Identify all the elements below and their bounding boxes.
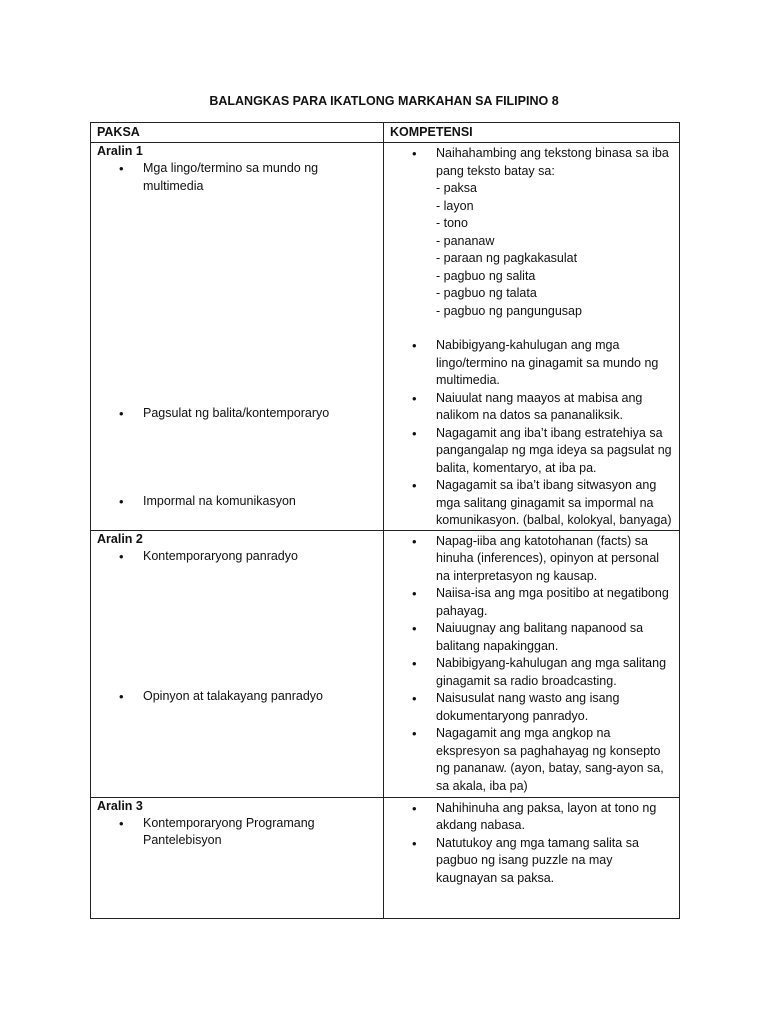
comparison-criteria-list xyxy=(384,180,679,320)
kompetensi-cell-aralin-3 xyxy=(384,797,680,918)
competency-item: • Naiuulat nang maayos at mabisa ang nalikom na datos sa pananaliksik. xyxy=(384,390,679,425)
competency-item: • Nagagamit ang mga angkop na ekspresyon sa paghahayag ng konsepto ng pananaw. (ayon, batay, sang-ayon sa, sa akala, iba pa) xyxy=(384,725,679,795)
competency-item: • Naiuugnay ang balitang napanood sa balitang napakinggan. xyxy=(384,620,679,655)
aralin-label: Aralin 3 xyxy=(97,798,143,813)
criteria-item: - pagbuo ng salita xyxy=(436,268,536,283)
criteria-item: - pagbuo ng pangungusap xyxy=(436,303,582,318)
table-row-aralin-2 xyxy=(91,530,680,797)
criteria-item: - pagbuo ng talata xyxy=(436,286,537,300)
criteria-item: - paksa xyxy=(436,181,477,195)
aralin-label: Aralin 1 xyxy=(97,144,143,158)
document-title: BALANGKAS PARA IKATLONG MARKAHAN SA FILIPINO 8 xyxy=(209,94,559,108)
criteria-item: - pananaw xyxy=(436,233,495,248)
outline-table xyxy=(90,122,680,919)
topic-item: • Mga lingo/termino sa mundo ng multimedia xyxy=(91,160,383,195)
competency-item: • Nabibigyang-kahulugan ang mga lingo/termino na ginagamit sa mundo ng multimedia. xyxy=(384,337,679,390)
competency-item: • Nahihinuha ang paksa, layon at tono ng akdang nabasa. xyxy=(384,800,679,835)
competency-item: • Naisusulat nang wasto ang isang dokumentaryong panradyo. xyxy=(384,690,679,725)
topic-item: • Opinyon at talakayang panradyo xyxy=(91,688,383,706)
kompetensi-cell-aralin-1 xyxy=(384,143,680,531)
competency-item: • Natutukoy ang mga tamang salita sa pagbuo ng isang puzzle na may kaugnayan sa paksa. xyxy=(384,835,679,888)
competency-item: • Nabibigyang-kahulugan ang mga salitang ginagamit sa radio broadcasting. xyxy=(384,655,679,690)
competency-item: • Nagagamit sa iba’t ibang sitwasyon ang mga salitang ginagamit sa impormal na komunikasyon. (balbal, kolokyal, banyaga) xyxy=(384,477,679,530)
criteria-item: - layon xyxy=(436,198,474,213)
competency-item: • Nagagamit ang iba’t ibang estratehiya sa pangangalap ng mga ideya sa pagsulat ng balita, komentaryo, at iba pa. xyxy=(384,425,679,478)
aralin-label: Aralin 2 xyxy=(97,531,143,546)
criteria-item: - tono xyxy=(436,216,468,230)
topic-item: • Pagsulat ng balita/kontemporaryo xyxy=(91,405,383,423)
paksa-cell-aralin-2 xyxy=(91,530,384,797)
criteria-item: - paraan ng pagkakasulat xyxy=(436,251,578,265)
header-kompetensi: KOMPETENSI xyxy=(384,123,680,143)
kompetensi-cell-aralin-2 xyxy=(384,530,680,797)
table-row-aralin-1 xyxy=(91,143,680,531)
competency-item: • Naiisa-isa ang mga positibo at negatibong pahayag. xyxy=(384,585,679,620)
paksa-cell-aralin-1 xyxy=(91,143,384,531)
header-paksa: PAKSA xyxy=(91,123,384,143)
competency-item: • Naihahambing ang tekstong binasa sa iba pang teksto batay sa: xyxy=(384,145,679,180)
competency-item: • Napag-iiba ang katotohanan (facts) sa hinuha (inferences), opinyon at personal na interpretasyon ng kausap. xyxy=(384,533,679,586)
topic-item: • Impormal na komunikasyon xyxy=(91,493,383,511)
topic-item: • Kontemporaryong panradyo xyxy=(91,548,383,566)
paksa-cell-aralin-3 xyxy=(91,797,384,918)
table-row-aralin-3 xyxy=(91,797,680,918)
topic-item: • Kontemporaryong Programang Pantelebisyon xyxy=(91,815,383,850)
table-header-row xyxy=(91,123,680,143)
